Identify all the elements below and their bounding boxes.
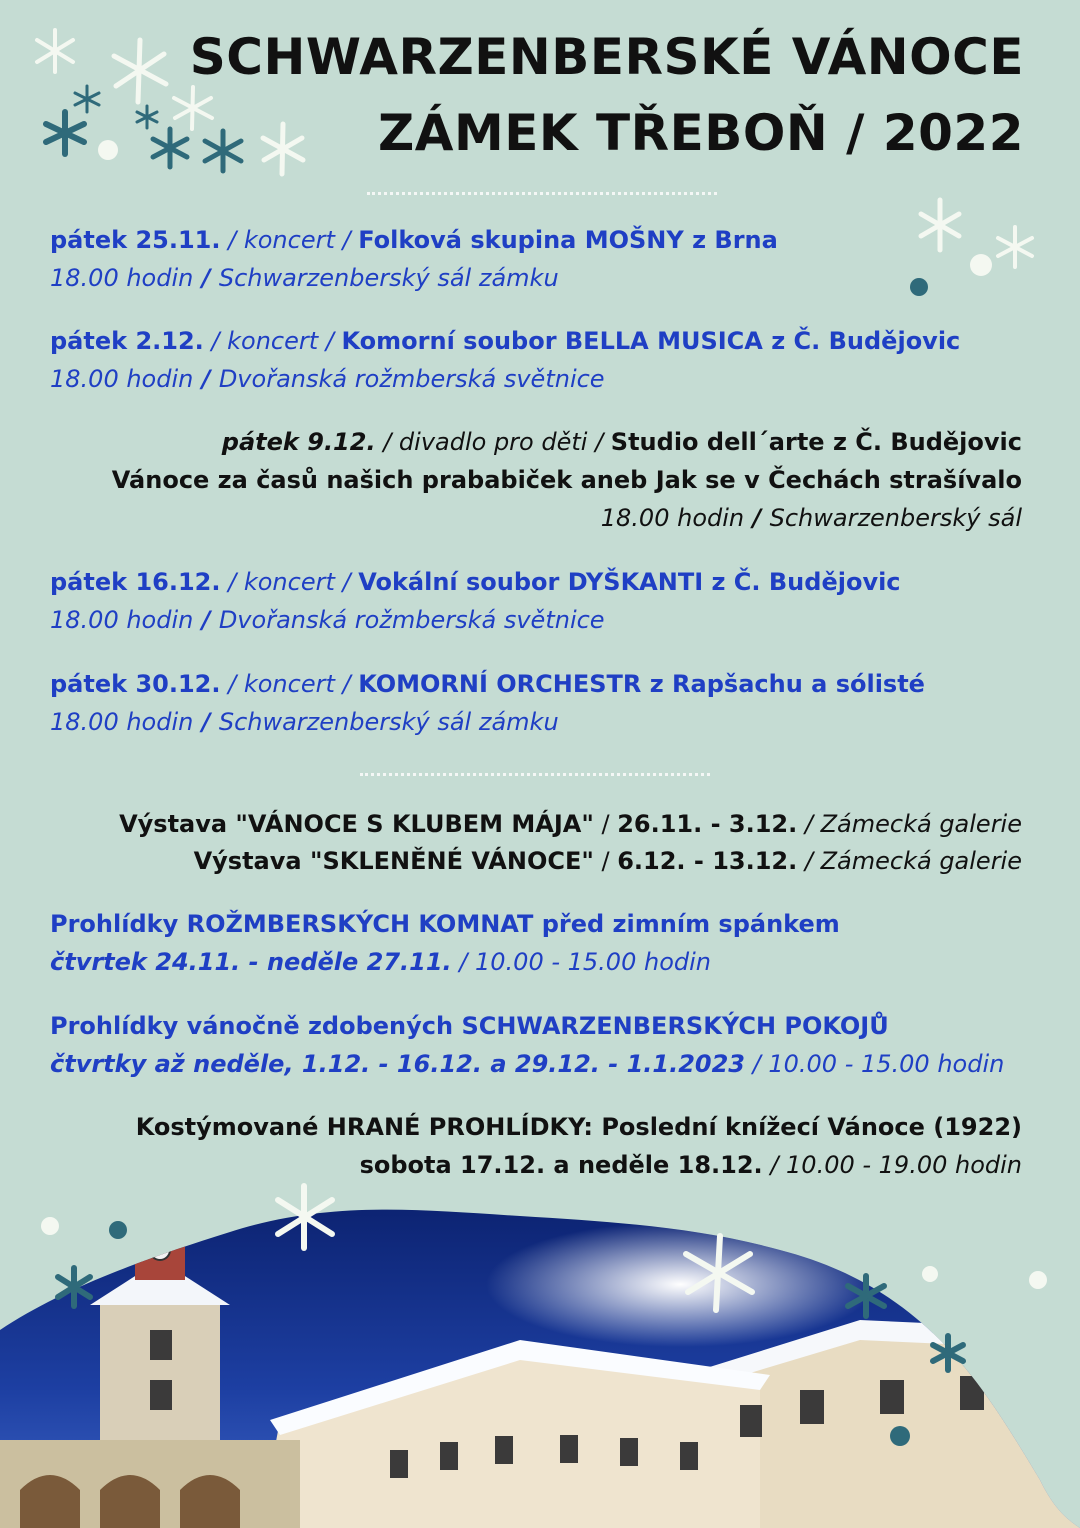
separator: / (593, 810, 618, 838)
event-2-day: pátek 2.12. (50, 327, 204, 355)
exhibition-1-name: Výstava "VÁNOCE S KLUBEM MÁJA" (119, 810, 594, 838)
separator: / (193, 365, 219, 393)
event-5-details (50, 704, 559, 740)
event-2-headline (50, 323, 960, 359)
event-2-time: 18.00 hodin (50, 365, 194, 393)
snowflake-icon (170, 84, 216, 132)
exhibition-2-place: Zámecká galerie (820, 847, 1022, 875)
exhibition-1-dates: 26.11. - 3.12. (617, 810, 798, 838)
event-2-place: Dvořanská rožmberská světnice (218, 365, 605, 393)
tour-1-dates: čtvrtek 24.11. - neděle 27.11. (50, 948, 452, 976)
snow-dot-icon (96, 138, 120, 162)
tour-2-schedule (50, 1046, 1004, 1082)
separator: / (220, 568, 244, 596)
separator: / (762, 1151, 787, 1179)
tour-3-schedule (360, 1147, 1022, 1183)
event-4-performer: Vokální soubor DYŠKANTI z Č. Budějovic (358, 568, 901, 596)
event-2-performer: Komorní soubor BELLA MUSICA z Č. Budějovic (341, 327, 961, 355)
exhibition-1 (119, 806, 1022, 842)
separator: / (797, 810, 821, 838)
snowflake-icon (108, 36, 172, 106)
event-3-subtitle-text: Vánoce za časů našich prababiček aneb Jak se v Čechách strašívalo (111, 466, 1022, 494)
event-3-place: Schwarzenberský sál (769, 504, 1022, 532)
event-1-performer: Folková skupina MOŠNY z Brna (358, 226, 778, 254)
separator: / (375, 428, 399, 456)
event-5-headline (50, 666, 925, 702)
event-2-type: koncert (227, 327, 319, 355)
event-5-time: 18.00 hodin (50, 708, 194, 736)
separator: / (593, 847, 618, 875)
exhibition-2-name: Výstava "SKLENĚNÉ VÁNOCE" (193, 847, 594, 875)
star-icon (200, 128, 246, 174)
tour-1-title (50, 906, 840, 942)
snowflake-icon (994, 224, 1036, 270)
snowflake-icon (916, 196, 964, 254)
separator: / (193, 708, 219, 736)
event-4-headline (50, 564, 901, 600)
separator: / (587, 428, 611, 456)
snow-dot-icon (908, 276, 930, 298)
exhibition-2 (194, 843, 1022, 879)
tour-2-dates: čtvrtky až neděle, 1.12. - 16.12. a 29.12. - 1.1.2023 (50, 1050, 746, 1078)
tour-3-title-text: Kostýmované HRANÉ PROHLÍDKY: Poslední knížecí Vánoce (1922) (135, 1113, 1022, 1141)
event-1-headline (50, 222, 778, 258)
tour-3-hours: 10.00 - 19.00 hodin (786, 1151, 1022, 1179)
tour-1-schedule (50, 944, 711, 980)
snowflake-icon (258, 120, 308, 178)
separator: / (193, 606, 219, 634)
separator: / (744, 504, 770, 532)
page-title-line1: SCHWARZENBERSKÉ VÁNOCE (189, 28, 1024, 86)
event-1-details (50, 260, 559, 296)
separator: / (193, 264, 219, 292)
tour-1-hours: 10.00 - 15.00 hodin (475, 948, 711, 976)
exhibition-2-dates: 6.12. - 13.12. (617, 847, 798, 875)
page-title-line2: ZÁMEK TŘEBOŇ / 2022 (378, 104, 1024, 162)
event-4-place: Dvořanská rožmberská světnice (218, 606, 605, 634)
divider (360, 773, 710, 776)
event-3-day: pátek 9.12. (221, 428, 376, 456)
separator: / (334, 568, 359, 596)
event-3-type: divadlo pro děti (398, 428, 588, 456)
event-5-type: koncert (243, 670, 335, 698)
separator: / (797, 847, 821, 875)
event-5-place: Schwarzenberský sál zámku (218, 708, 559, 736)
event-3-details (601, 500, 1022, 536)
exhibition-1-place: Zámecká galerie (820, 810, 1022, 838)
event-1-place: Schwarzenberský sál zámku (218, 264, 559, 292)
event-2-details (50, 361, 605, 397)
separator: / (220, 670, 244, 698)
divider (367, 192, 717, 195)
event-3-subtitle (112, 462, 1022, 498)
separator: / (203, 327, 228, 355)
star-icon (40, 108, 90, 158)
event-3-performer: Studio dell´arte z Č. Budějovic (610, 428, 1022, 456)
separator: / (334, 670, 359, 698)
separator: / (334, 226, 359, 254)
event-1-day: pátek 25.11. (50, 226, 221, 254)
event-4-type: koncert (243, 568, 335, 596)
event-4-time: 18.00 hodin (50, 606, 194, 634)
separator: / (745, 1050, 769, 1078)
tour-2-title (50, 1008, 889, 1044)
tour-2-title-text: Prohlídky vánočně zdobených SCHWARZENBERSKÝCH POKOJŮ (50, 1012, 889, 1040)
event-4-details (50, 602, 605, 638)
event-5-performer: KOMORNÍ ORCHESTR z Rapšachu a sólisté (358, 670, 925, 698)
separator: / (451, 948, 476, 976)
separator: / (220, 226, 244, 254)
snow-dot-icon (968, 252, 994, 278)
event-3-headline (222, 424, 1022, 460)
snowflake-icon (30, 26, 80, 76)
event-1-type: koncert (243, 226, 335, 254)
tour-1-title-text: Prohlídky ROŽMBERSKÝCH KOMNAT před zimním spánkem (50, 910, 840, 938)
castle-winter-night-photo (0, 1180, 1080, 1528)
separator: / (318, 327, 342, 355)
tour-3-dates: sobota 17.12. a neděle 18.12. (359, 1151, 763, 1179)
star-icon (148, 126, 192, 170)
event-3-time: 18.00 hodin (600, 504, 745, 532)
tour-2-hours: 10.00 - 15.00 hodin (768, 1050, 1005, 1078)
event-5-day: pátek 30.12. (50, 670, 221, 698)
event-4-day: pátek 16.12. (50, 568, 221, 596)
tour-3-title (136, 1109, 1022, 1145)
event-1-time: 18.00 hodin (50, 264, 194, 292)
